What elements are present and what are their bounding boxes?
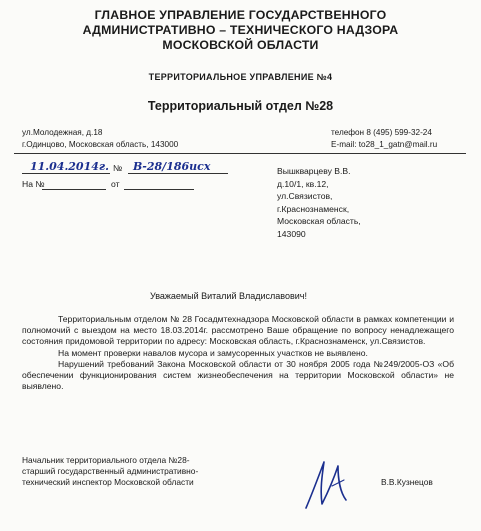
sender-address-line2: г.Одинцово, Московская область, 143000 [22, 140, 179, 149]
date-underline [22, 173, 110, 174]
outgoing-date: 11.04.2014г. [30, 160, 109, 173]
salutation: Уважаемый Виталий Владиславович! [150, 291, 307, 301]
department-title: Территориальный отдел №28 [147, 99, 334, 113]
territorial-directorate: ТЕРРИТОРИАЛЬНОЕ УПРАВЛЕНИЕ №4 [148, 72, 333, 82]
body-paragraph-1: Территориальным отделом № 28 Госадмтехнадзора Московской области в рамках компетенции и полномочий с выездом на место 18.03.2014г. рассмотрено Ваше обращение по вопросу ненадлежащего состояния придомовой территории по адресу: Московская область, г.Краснознаменск, ул.Связистов. [22, 314, 454, 347]
letter-body [22, 314, 454, 392]
signatory-title-line2: старший государственный административно- [22, 466, 199, 477]
org-name-line2: АДМИНИСТРАТИВНО – ТЕХНИЧЕСКОГО НАДЗОРА [82, 23, 399, 37]
org-name-line1: ГЛАВНОЕ УПРАВЛЕНИЕ ГОСУДАРСТВЕННОГО [94, 8, 387, 22]
recipient-name: Вышкварцеву В.В. [277, 166, 351, 176]
reply-to-label: На № [22, 179, 45, 189]
signatory-title [22, 455, 198, 489]
body-paragraph-3: Нарушений требований Закона Московской области от 30 ноября 2005 года №249/2005-ОЗ «Об обеспечении функционирования систем жизнеобеспечения на территории Московской области» не выявлено. [22, 358, 454, 392]
sender-phone: телефон 8 (495) 599-32-24 [331, 128, 432, 137]
signatory-title-line1: Начальник территориального отдела №28- [22, 455, 190, 465]
recipient-address [277, 165, 361, 240]
body-paragraph-2: На момент проверки навалов мусора и замусоренных участков не выявлено. [58, 347, 368, 358]
outgoing-number: В-28/186исх [133, 160, 211, 173]
sender-email: E-mail: to28_1_gatn@mail.ru [331, 140, 438, 149]
signatory-name: В.В.Кузнецов [381, 477, 433, 487]
signatory-title-line3: технический инспектор Московской области [22, 477, 194, 488]
number-underline [128, 173, 228, 174]
outgoing-number-prefix: № [113, 163, 123, 173]
recipient-postcode: 143090 [277, 228, 306, 239]
recipient-region: Московская область, [277, 216, 361, 226]
recipient-city: г.Краснознаменск, [277, 203, 350, 214]
handwritten-signature [298, 456, 368, 514]
reply-date-underline [124, 189, 194, 190]
recipient-street: ул.Связистов, [277, 191, 333, 201]
recipient-house: д.10/1, кв.12, [277, 178, 329, 189]
header-separator [14, 153, 466, 154]
reply-from-label: от [111, 179, 120, 189]
reply-number-underline [42, 189, 106, 190]
sender-address-line1: ул.Молодежная, д.18 [22, 128, 103, 137]
org-name-line3: МОСКОВСКОЙ ОБЛАСТИ [162, 38, 319, 52]
